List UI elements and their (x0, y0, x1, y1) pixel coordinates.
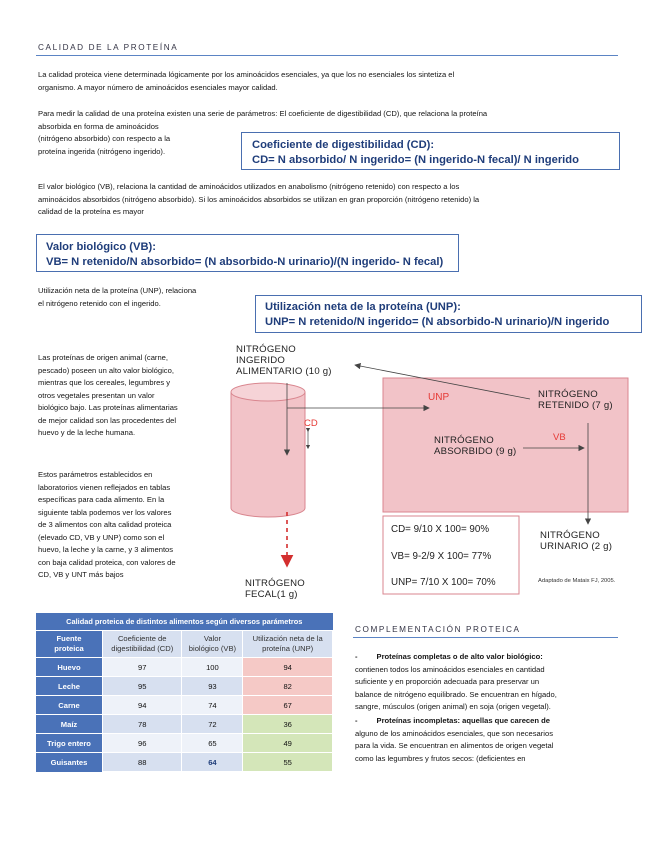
intestine-cylinder (231, 392, 305, 517)
cylinder-top (231, 383, 305, 401)
cell-food: Huevo (36, 658, 103, 677)
text-line: otros vegetales presentan un valor (38, 390, 155, 400)
text-line: Para medir la calidad de una proteína existen una serie de parámetros: El coeficiente de digestibilidad (CD), que relaciona la proteína (38, 109, 488, 118)
label-line: RETENIDO (7 g) (538, 400, 613, 411)
text-line: balance de nitrógeno equilibrado. Se encuentran en hígado, (355, 689, 557, 699)
text-line: La calidad proteica viene determinada lógicamente por los aminoácidos esenciales, ya que los no esenciales los sintetiza el (38, 70, 455, 79)
formula-text: UNP= N retenido/N ingerido= (N absorbido-N urinario)/N ingerido (265, 316, 610, 328)
label-line: NITRÓGENO (538, 389, 598, 400)
text-line: - Proteínas incompletas: aquellas que carecen de (355, 716, 550, 725)
table-row (36, 696, 333, 715)
cell-food: Carne (36, 696, 103, 715)
label-line: NITRÓGENO (245, 578, 305, 589)
cell-food: Maíz (36, 715, 103, 734)
header-line: Utilización neta de la (252, 634, 323, 643)
cell-vb: 74 (182, 696, 243, 715)
text-line: proteína ingerida (nitrógeno ingerido). (38, 146, 166, 156)
label-line: INGERIDO (236, 355, 286, 366)
calc-values (383, 516, 519, 594)
cell-vb: 65 (182, 734, 243, 753)
text-line: El valor biológico (VB), relaciona la cantidad de aminoácidos utilizados en anabolismo (nitrógeno retenido) con respecto a los (38, 182, 460, 191)
text-line: organismo. A mayor número de aminoácidos esenciales mayor calidad. (38, 82, 278, 92)
text-line: siguiente tabla podemos ver los valores (38, 507, 172, 517)
label-line: NITRÓGENO (236, 344, 296, 355)
cell-food: Guisantes (36, 753, 103, 772)
cell-unp: 67 (243, 696, 333, 715)
text-line: (nitrógeno absorbido) con respecto a la (38, 134, 171, 143)
text-line: - Proteínas completas o de alto valor biológico: (355, 652, 543, 661)
formula-title: Utilización neta de la proteína (UNP): (265, 301, 461, 313)
text-line: sangre, músculos (origen animal) en soja (origen vegetal). (355, 702, 551, 711)
text-line: de 3 alimentos con alta calidad proteica (38, 520, 172, 529)
label-vb: VB (553, 432, 566, 443)
text-line: absorbida en forma de aminoácidos (38, 121, 159, 131)
text-line: Estos parámetros establecidos en (38, 470, 153, 479)
text-line: mientras que los cereales, legumbres y (38, 378, 171, 387)
text-line: CD, VB y UNT más bajos (38, 570, 124, 579)
text-line: Las proteínas de origen animal (carne, (38, 353, 169, 362)
table-row (36, 715, 333, 734)
header-line: biológico (VB) (188, 644, 237, 653)
header-line: Valor (203, 634, 221, 643)
table-row (36, 658, 333, 677)
text-line: con baja calidad proteica, con valores de (38, 557, 176, 567)
label-nitrogeno-absorbido (434, 435, 516, 457)
header-line: digestibilidad (CD) (111, 644, 174, 653)
cell-unp: 49 (243, 734, 333, 753)
formula-title: Valor biológico (VB): (46, 241, 157, 253)
text-line: huevo, la leche y la carne, y 3 alimentos (38, 545, 174, 554)
header-unp (243, 631, 333, 658)
header-vb (182, 631, 243, 658)
calc-unp: UNP= 7/10 X 100= 70% (391, 577, 496, 588)
header-line: proteica (54, 644, 84, 653)
cell-unp: 36 (243, 715, 333, 734)
label-line: NITRÓGENO (540, 530, 600, 541)
formula-text: VB= N retenido/N absorbido= (N absorbido-N urinario)/(N ingerido- N fecal) (46, 256, 444, 268)
text-line: calidad de la proteína es mayor (38, 207, 144, 216)
section-rule (353, 637, 618, 638)
label-line: FECAL(1 g) (245, 589, 298, 600)
header-line: Coeficiente de (117, 634, 167, 643)
header-cd (103, 631, 182, 658)
cell-cd: 94 (103, 696, 182, 715)
text-line: contienen todos los aminoácidos esenciales en cantidad (355, 664, 545, 674)
calc-vb: VB= 9-2/9 X 100= 77% (391, 551, 492, 562)
text-line: alguno de los aminoácidos esenciales, que son necesarios (355, 728, 553, 738)
cell-vb: 93 (182, 677, 243, 696)
cell-cd: 95 (103, 677, 182, 696)
header-line: proteína (UNP) (262, 644, 314, 653)
cell-unp: 94 (243, 658, 333, 677)
text-line: huevo y de la leche humana. (38, 428, 136, 437)
text-line: específicas para cada alimento. En la (38, 495, 165, 504)
cell-cd: 88 (103, 753, 182, 772)
cell-unp: 82 (243, 677, 333, 696)
label-nitrogeno-fecal (245, 578, 305, 600)
label-cd: CD (304, 418, 318, 429)
section-title-calidad: CALIDAD DE LA PROTEÍNA (38, 43, 179, 52)
section-title-complementacion: COMPLEMENTACIÓN PROTEICA (355, 625, 521, 634)
formula-text: CD= N absorbido/ N ingerido= (N ingerido-N fecal)/ N ingerido (252, 154, 579, 166)
label-line: ALIMENTARIO (10 g) (236, 366, 332, 377)
label-unp: UNP (428, 392, 450, 403)
label-line: ABSORBIDO (9 g) (434, 446, 517, 457)
bullet-completas (355, 651, 630, 714)
formula-title: Coeficiente de digestibilidad (CD): (252, 139, 435, 151)
table-row (36, 677, 333, 696)
header-line: Fuente (56, 634, 82, 643)
table-caption: Calidad proteica de distintos alimentos según diversos parámetros (36, 613, 333, 631)
text-line: suficiente y en proporción adecuada para preservar un (355, 677, 540, 686)
text-line: laboratorios vienen reflejados en tablas (38, 482, 171, 492)
cell-vb: 100 (182, 658, 243, 677)
label-nitrogeno-retenido (538, 389, 613, 411)
label-line: NITRÓGENO (434, 435, 494, 446)
bullet-incompletas (355, 715, 630, 765)
text-line: pescado) poseen un alto valor biológico, (38, 365, 174, 375)
label-nitrogeno-urinario (540, 530, 612, 552)
text-line: Utilización neta de la proteína (UNP), relaciona (38, 286, 197, 295)
text-line: biológico bajo. Las proteínas alimentarias (38, 403, 178, 412)
cell-food: Leche (36, 677, 103, 696)
cell-cd: 97 (103, 658, 182, 677)
text-line: para la vida. Se encuentran en alimentos de origen vegetal (355, 741, 554, 750)
protein-quality-table (36, 613, 333, 772)
calc-cd: CD= 9/10 X 100= 90% (391, 524, 490, 535)
label-line: URINARIO (2 g) (540, 541, 613, 552)
label-nitrogeno-ingerido (236, 344, 332, 377)
table-row (36, 753, 333, 772)
cell-unp: 55 (243, 753, 333, 772)
text-line: aminoácidos absorbidos (nitrógeno absorbido). Si los aminoácidos absorbidos se utilizan en gran proporción (nitrógeno retenido) la (38, 194, 480, 204)
cell-cd: 96 (103, 734, 182, 753)
text-line: el nitrógeno retenido con el ingerido. (38, 298, 161, 308)
text-line: (elevado CD, VB y UNP) como son el (38, 532, 165, 542)
cell-food: Trigo entero (36, 734, 103, 753)
cell-cd: 78 (103, 715, 182, 734)
header-fuente (36, 631, 103, 658)
table-row (36, 734, 333, 753)
cell-vb: 72 (182, 715, 243, 734)
text-line: como las legumbres y frutos secos: (deficientes en (355, 753, 526, 763)
text-line: de mejor calidad son las procedentes del (38, 415, 177, 425)
source-citation: Adaptado de Mataix FJ, 2005. (538, 578, 616, 584)
cell-vb: 64 (182, 753, 243, 772)
